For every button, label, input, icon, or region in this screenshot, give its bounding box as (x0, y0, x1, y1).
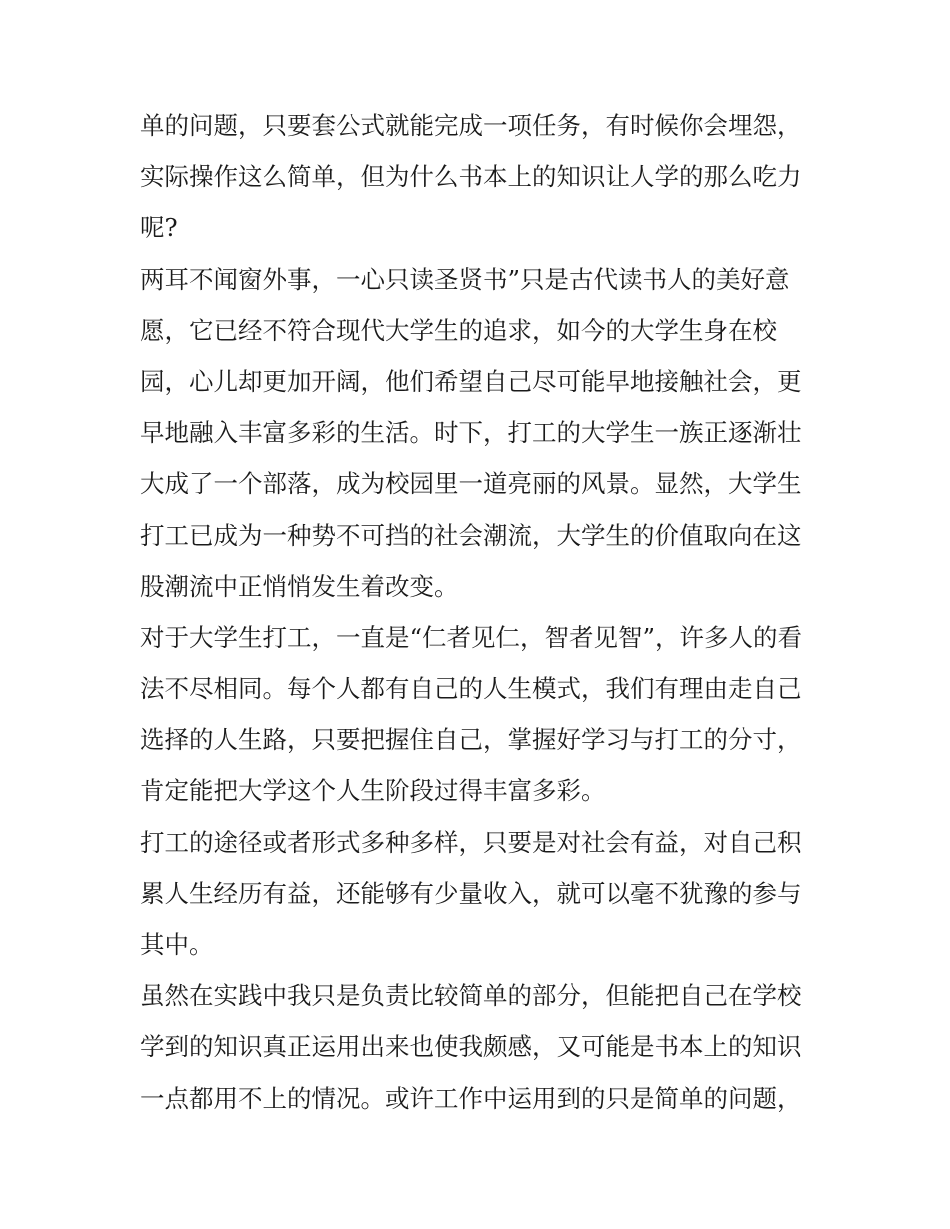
text-line: 两耳不闻窗外事，一心只读圣贤书”只是古代读书人的美好意 (140, 264, 790, 294)
text-line: 累人生经历有益，还能够有少量收入，就可以毫不犹豫的参与 (140, 878, 802, 908)
text-line: 单的问题，只要套公式就能完成一项任务，有时候你会埋怨， (140, 111, 802, 140)
text-line: 对于大学生打工，一直是“仁者见仁，智者见智”，许多人的看 (140, 622, 803, 652)
text-line: 股潮流中正悄悄发生着改变。 (140, 571, 459, 601)
text-line: 大成了一个部落，成为校园里一道亮丽的风景。显然，大学生 (140, 469, 802, 499)
text-line: 一点都用不上的情况。或许工作中运用到的只是简单的问题， (140, 1083, 802, 1113)
text-line: 打工的途径或者形式多种多样，只要是对社会有益，对自己积 (140, 827, 802, 857)
text-line: 打工已成为一种势不可挡的社会潮流，大学生的价值取向在这 (140, 520, 802, 550)
text-line: 肯定能把大学这个人生阶段过得丰富多彩。 (140, 776, 606, 806)
text-line: 虽然在实践中我只是负责比较简单的部分，但能把自己在学校 (140, 981, 802, 1011)
text-line: 早地融入丰富多彩的生活。时下，打工的大学生一族正逐渐壮 (140, 418, 802, 448)
text-line: 呢? (140, 213, 178, 243)
body-text (140, 100, 820, 1124)
text-line: 其中。 (140, 930, 214, 959)
text-line: 实际操作这么简单，但为什么书本上的知识让人学的那么吃力 (140, 162, 802, 192)
text-line: 学到的知识真正运用出来也使我颇感，又可能是书本上的知识 (140, 1032, 802, 1062)
text-line: 选择的人生路，只要把握住自己，掌握好学习与打工的分寸， (140, 725, 802, 755)
text-line: 愿，它已经不符合现代大学生的追求，如今的大学生身在校 (140, 315, 777, 345)
text-line: 园，心儿却更加开阔，他们希望自己尽可能早地接触社会，更 (140, 366, 802, 396)
text-line: 法不尽相同。每个人都有自己的人生模式，我们有理由走自己 (140, 674, 802, 704)
